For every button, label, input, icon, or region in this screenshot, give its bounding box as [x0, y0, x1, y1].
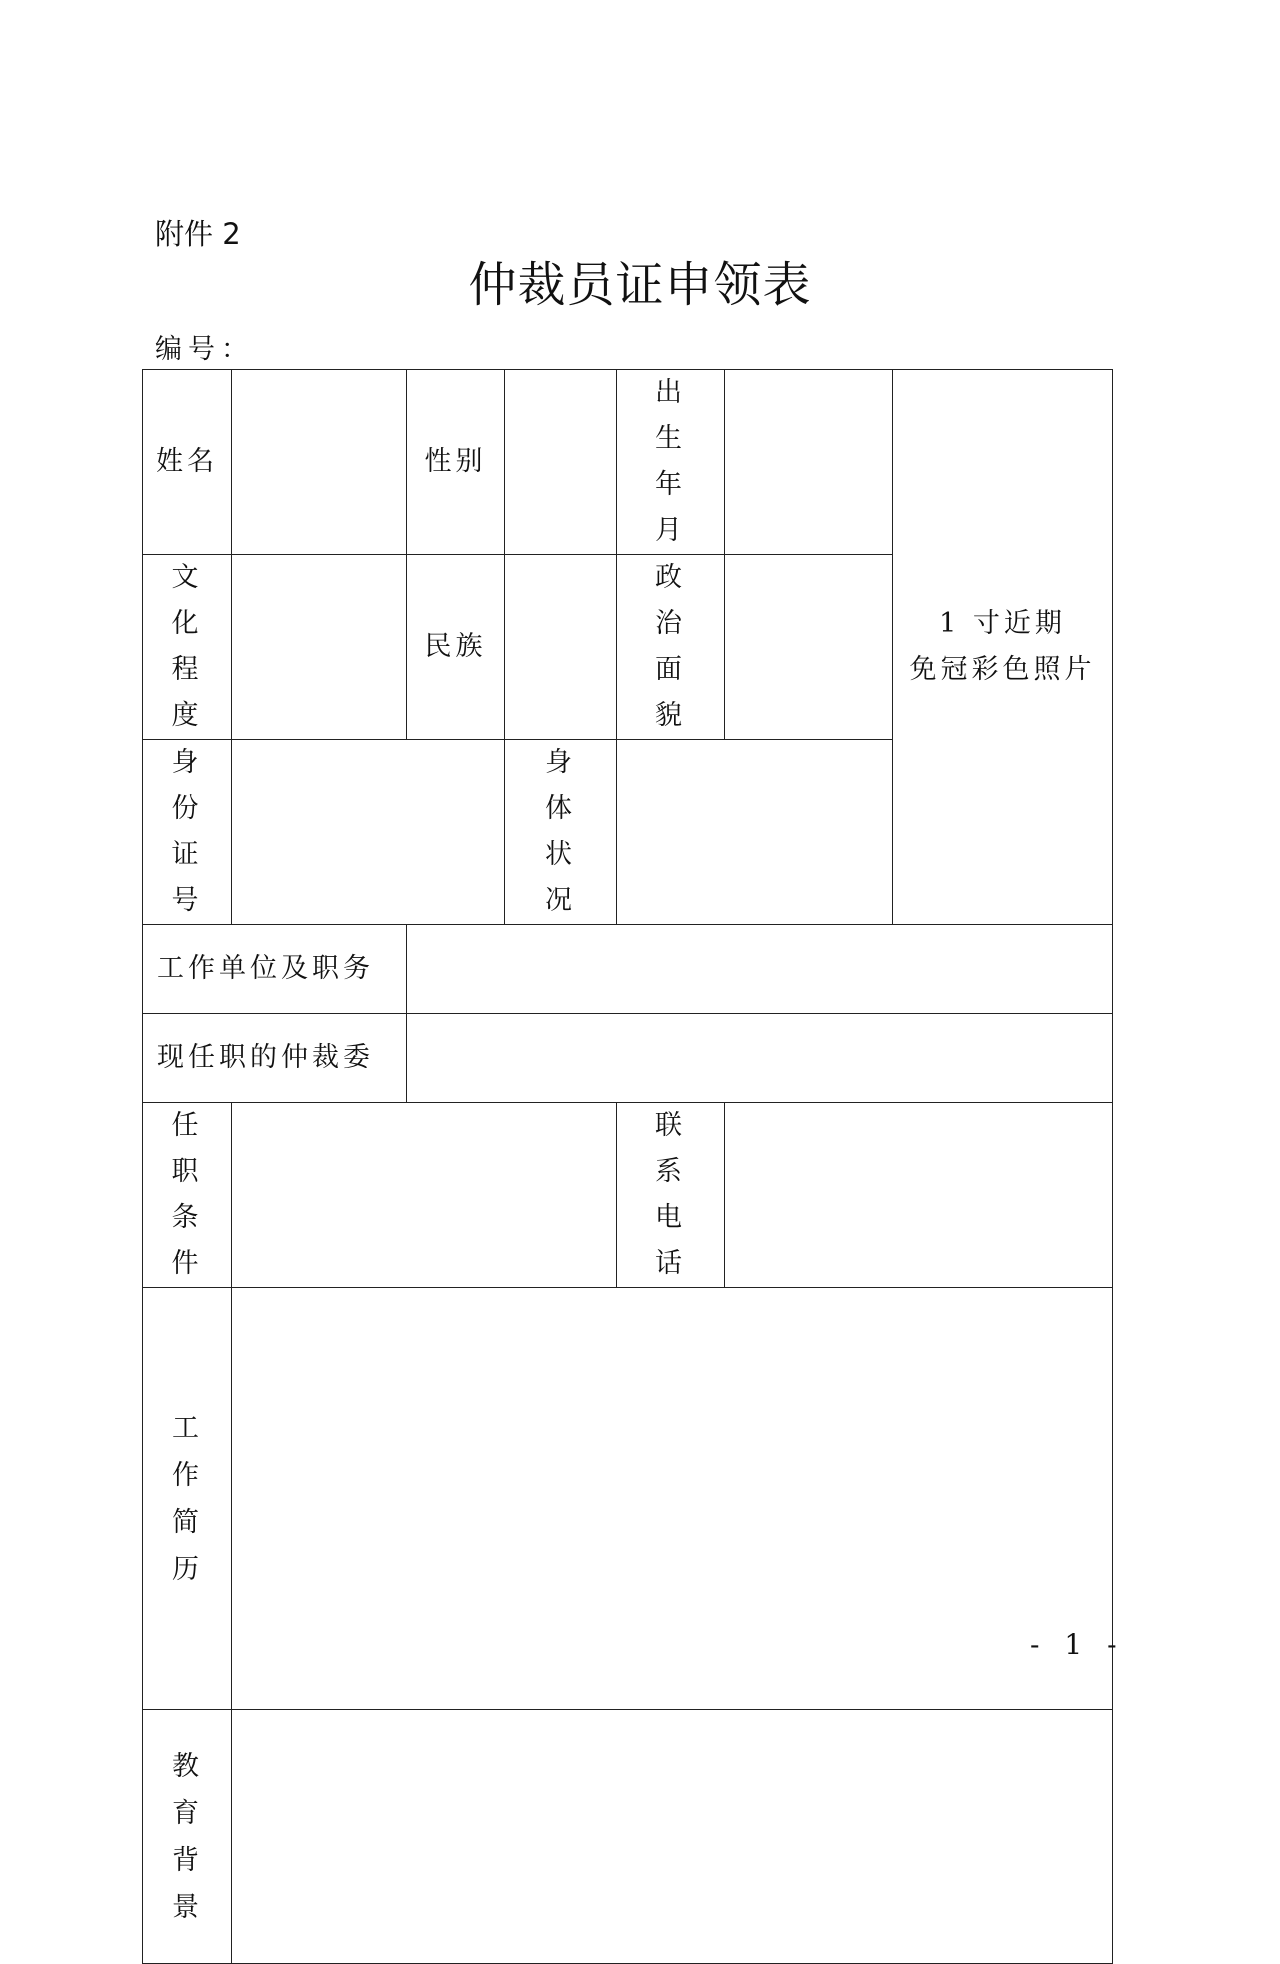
phone-label: 联系电话 [617, 1103, 725, 1288]
birth-label: 出生年月 [617, 370, 725, 555]
committee-field[interactable] [407, 1014, 1113, 1103]
committee-label: 现任职的仲裁委 [143, 1014, 407, 1103]
resume-label: 工作简历 [143, 1288, 232, 1710]
education-field[interactable] [232, 555, 407, 740]
page-number: - 1 - [1030, 1628, 1125, 1661]
ethnicity-field[interactable] [505, 555, 617, 740]
birth-field[interactable] [725, 370, 893, 555]
workplace-field[interactable] [407, 925, 1113, 1014]
serial-number-label: 编号： [155, 334, 254, 365]
health-field[interactable] [617, 740, 893, 925]
education-label: 文化程度 [143, 555, 232, 740]
gender-field[interactable] [505, 370, 617, 555]
resume-field[interactable] [232, 1288, 1113, 1710]
application-form [142, 369, 1113, 1964]
politics-label: 政治面貌 [617, 555, 725, 740]
name-label: 姓名 [143, 370, 232, 555]
photo-placeholder[interactable] [893, 370, 1113, 925]
ethnicity-label: 民族 [407, 555, 505, 740]
photo-hint-line1: 1 寸近期 [939, 608, 1066, 639]
education-background-field[interactable] [232, 1710, 1113, 1964]
qualification-label: 任职条件 [143, 1103, 232, 1288]
gender-label: 性别 [407, 370, 505, 555]
name-field[interactable] [232, 370, 407, 555]
attachment-label: 附件 2 [155, 217, 241, 251]
page-title: 仲裁员证申领表 [468, 257, 812, 313]
id-label: 身份证号 [143, 740, 232, 925]
politics-field[interactable] [725, 555, 893, 740]
id-field[interactable] [232, 740, 505, 925]
qualification-field[interactable] [232, 1103, 617, 1288]
phone-field[interactable] [725, 1103, 1113, 1288]
education-background-label: 教育背景 [143, 1710, 232, 1964]
workplace-label: 工作单位及职务 [143, 925, 407, 1014]
photo-hint-line2: 免冠彩色照片 [909, 654, 1096, 685]
health-label: 身体状况 [505, 740, 617, 925]
